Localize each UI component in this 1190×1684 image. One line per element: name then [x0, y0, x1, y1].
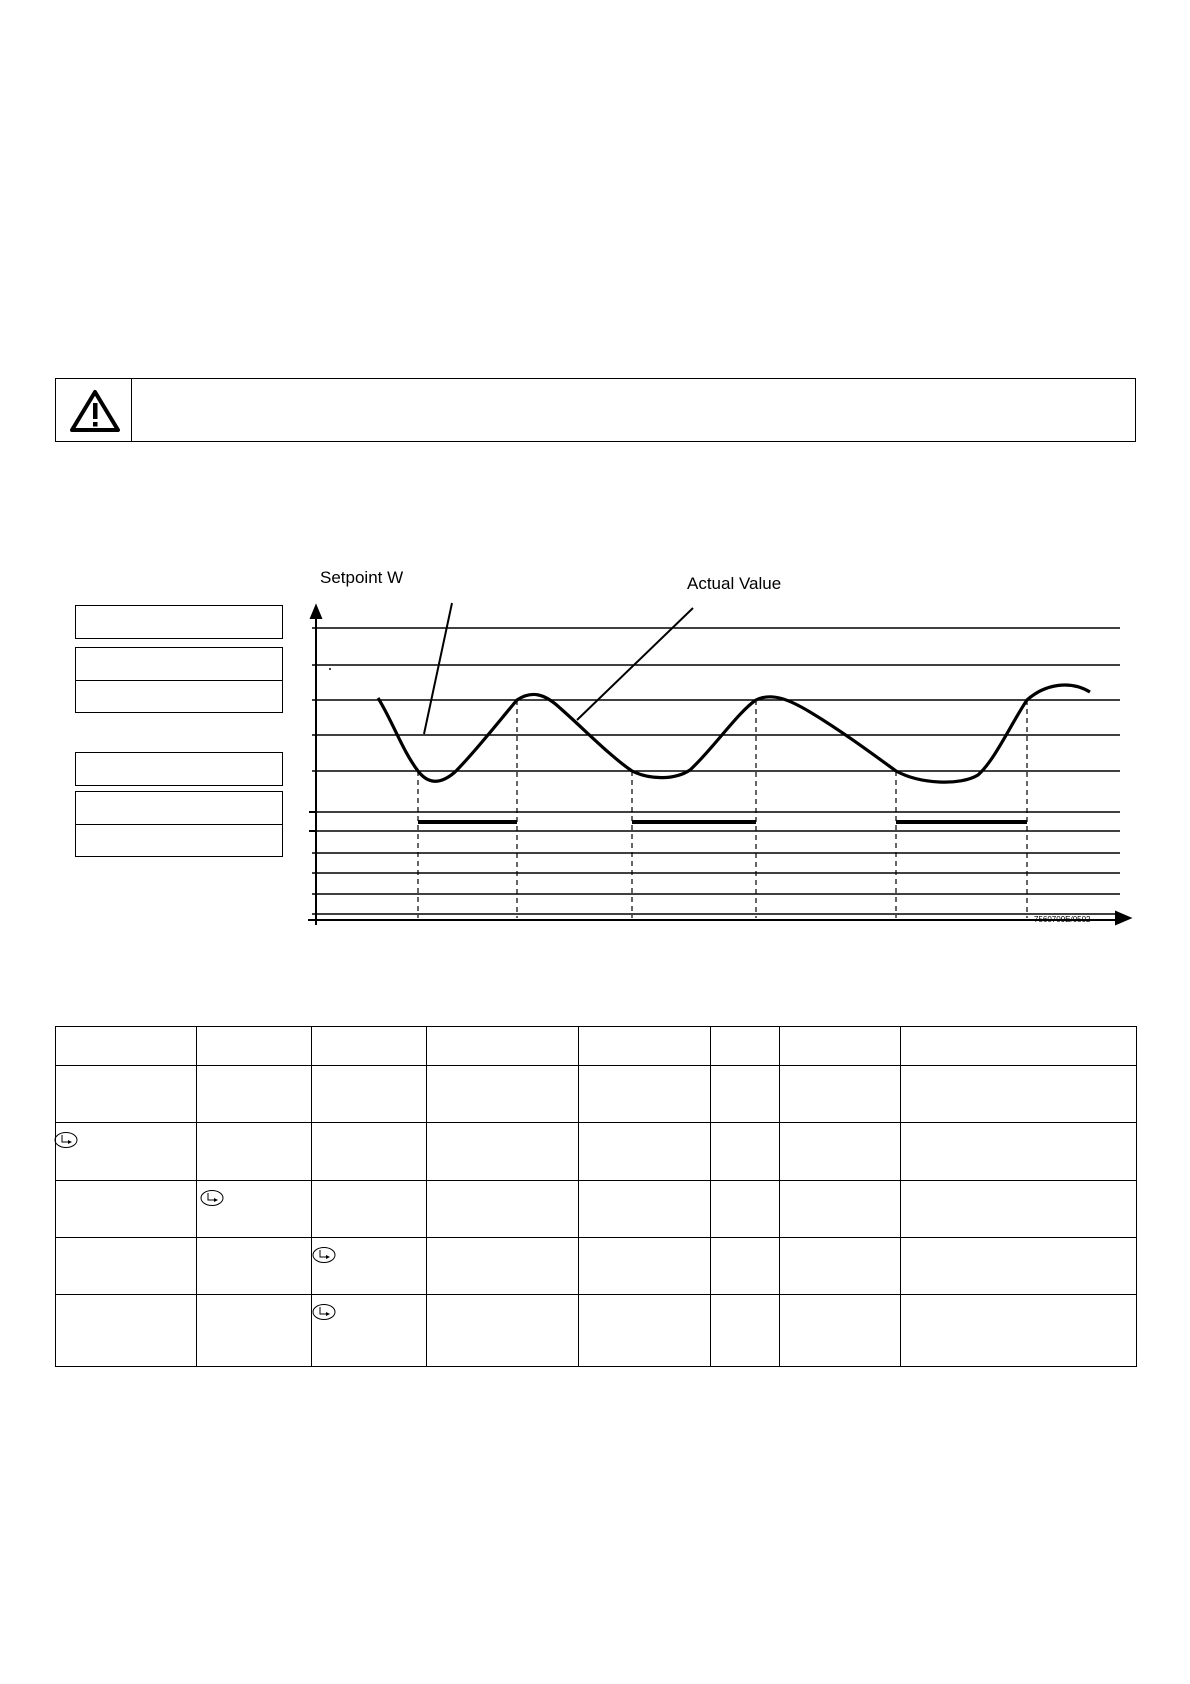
table-row [56, 1066, 1137, 1123]
setpoint-label: Setpoint W [320, 568, 404, 587]
table-cell [901, 1238, 1137, 1295]
enter-key-icon [200, 1189, 224, 1207]
x-axis-arrow [1116, 912, 1130, 924]
table-cell [197, 1181, 312, 1238]
header-cell [197, 1027, 312, 1066]
table-cell [901, 1123, 1137, 1181]
table-cell [197, 1238, 312, 1295]
header-cell [901, 1027, 1137, 1066]
table-header-row [56, 1027, 1137, 1066]
enter-key-icon [312, 1246, 336, 1264]
setpoint-pointer [424, 603, 452, 734]
table-cell [312, 1123, 427, 1181]
actual-value-label: Actual Value [687, 574, 782, 593]
table-cell [56, 1295, 197, 1367]
header-cell [427, 1027, 579, 1066]
table-cell [56, 1238, 197, 1295]
table-cell [711, 1238, 780, 1295]
table-cell [901, 1066, 1137, 1123]
table-row [56, 1295, 1137, 1367]
table-cell [427, 1181, 579, 1238]
header-cell [780, 1027, 901, 1066]
table-cell [579, 1238, 711, 1295]
actual-value-pointer [577, 608, 693, 720]
table-cell [427, 1123, 579, 1181]
header-cell [312, 1027, 427, 1066]
table-row [56, 1181, 1137, 1238]
table-cell [780, 1181, 901, 1238]
table-cell [312, 1066, 427, 1123]
table-row [56, 1238, 1137, 1295]
parameter-table [55, 1026, 1137, 1367]
table-cell [711, 1123, 780, 1181]
table-cell [780, 1238, 901, 1295]
y-axis-arrow [311, 606, 321, 618]
table-row [56, 1123, 1137, 1181]
table-cell [56, 1123, 197, 1181]
table-cell [901, 1181, 1137, 1238]
table-cell [711, 1295, 780, 1367]
header-cell [711, 1027, 780, 1066]
table-cell [312, 1295, 427, 1367]
table-cell [711, 1066, 780, 1123]
table-cell [780, 1295, 901, 1367]
table-cell [780, 1066, 901, 1123]
table-cell [427, 1295, 579, 1367]
header-cell [56, 1027, 197, 1066]
enter-key-icon [312, 1303, 336, 1321]
axes [308, 606, 1130, 925]
table-cell [197, 1123, 312, 1181]
table-cell [427, 1066, 579, 1123]
table-cell [197, 1066, 312, 1123]
table-cell [312, 1238, 427, 1295]
table-cell [197, 1295, 312, 1367]
table-cell [579, 1123, 711, 1181]
enter-key-icon [54, 1131, 78, 1149]
table-cell [711, 1181, 780, 1238]
table-cell [901, 1295, 1137, 1367]
table-cell [579, 1066, 711, 1123]
table-cell [579, 1181, 711, 1238]
header-cell [579, 1027, 711, 1066]
table-cell [56, 1181, 197, 1238]
pointer-lines [424, 603, 693, 734]
figure-code: 7560709E/0502 [1034, 915, 1091, 924]
table-cell [312, 1181, 427, 1238]
grid-lines [312, 628, 1120, 914]
table-cell [780, 1123, 901, 1181]
table-cell [579, 1295, 711, 1367]
table-cell [56, 1066, 197, 1123]
table-cell [427, 1238, 579, 1295]
